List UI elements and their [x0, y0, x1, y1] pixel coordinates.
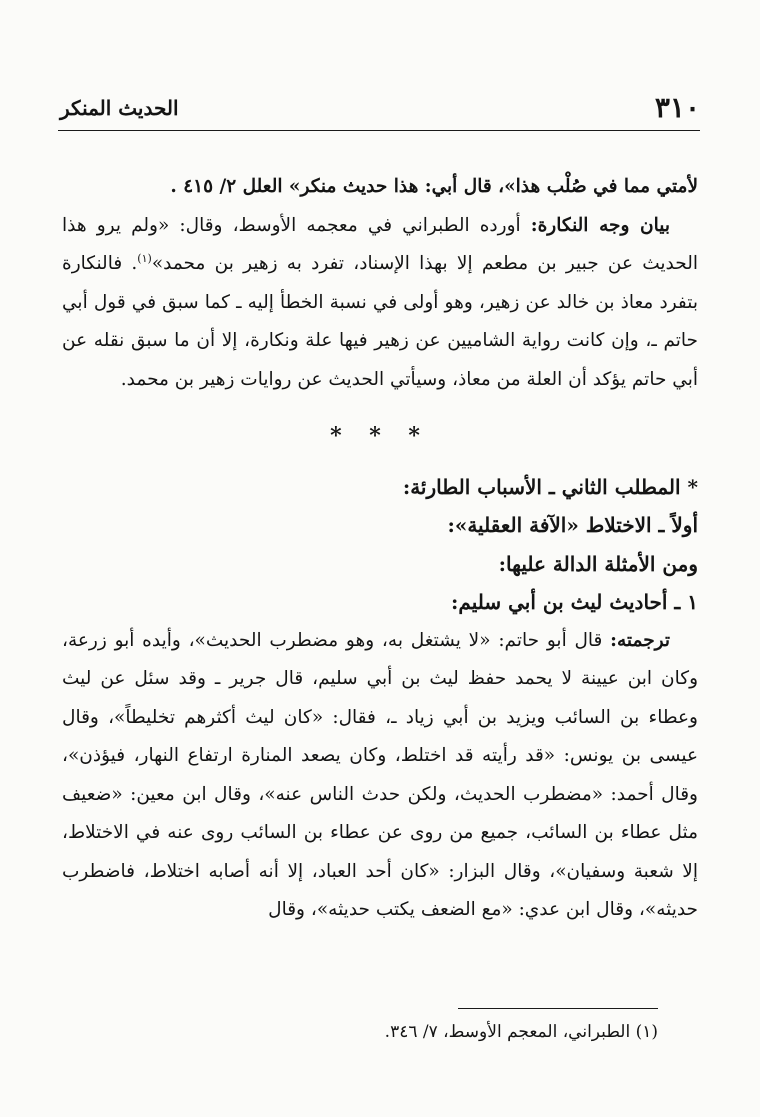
nakara-text-part1: أورده الطبراني في معجمه الأوسط، وقال: «ولم يرو هذا الحديث عن جبير بن مطعم إلا بهذا الإسناد، تفرد به زهير بن محمد»: [62, 214, 698, 274]
footnote: [62, 1016, 658, 1048]
page-body: [62, 168, 698, 930]
footnote-marker: (١): [635, 1022, 658, 1042]
page-number: ٣١٠: [654, 91, 700, 124]
section-separator: * * *: [330, 423, 430, 449]
heading-second-requirement: * المطلب الثاني ـ الأسباب الطارئة:: [402, 474, 698, 499]
heading-examples: ومن الأمثلة الدالة عليها:: [498, 551, 698, 576]
nakara-lead: بيان وجه النكارة:: [530, 214, 671, 236]
footnote-reference: (١): [137, 251, 152, 265]
hadith-continuation-line: لأمتي مما في صُلْب هذا»، قال أبي: هذا حديث منكر» العلل ٢/ ٤١٥ .: [170, 176, 698, 197]
page-header: [60, 88, 700, 128]
nakara-explanation-paragraph: [62, 207, 698, 400]
biography-lead: ترجمته:: [610, 629, 670, 651]
running-title: الحديث المنكر: [60, 96, 179, 120]
footnote-text: الطبراني، المعجم الأوسط، ٧/ ٣٤٦.: [384, 1022, 636, 1042]
biography-paragraph: [62, 622, 698, 930]
nakara-text-part2: . فالنكارة بتفرد معاذ بن خالد عن زهير، وهو أولى في نسبة الخطأ إليه ـ كما سبق في قول أبي حاتم ـ، وإن كانت رواية الشاميين عن زهير فيها علة ونكارة، إلا أن ما سبق نقله عن أبي حاتم يؤكد أن العلة من معاذ، وسيأتي الحديث عن روايات زهير بن محمد.: [62, 253, 698, 390]
heading-layth-hadiths: ١ ـ أحاديث ليث بن أبي سليم:: [451, 590, 698, 614]
heading-ikhtilat: أولاً ـ الاختلاط «الآفة العقلية»:: [447, 513, 698, 537]
biography-text: قال أبو حاتم: «لا يشتغل به، وهو مضطرب الحديث»، وأيده أبو زرعة، وكان ابن عيينة لا يحمد حفظ ليث بن أبي سليم، قال جرير ـ وقد سئل عن ليث وعطاء بن السائب ويزيد بن أبي زياد ـ، فقال: «كان ليث أكثرهم تخليطاً»، وقال عيسى بن يونس: «قد رأيته قد اختلط، وكان يصعد المنارة ارتفاع النهار، فيؤذن»، وقال أحمد: «مضطرب الحديث، ولكن حدث الناس عنه»، وقال ابن معين: «ضعيف مثل عطاء بن السائب، جميع من روى عن عطاء بن السائب روى عنه في الاختلاط، إلا شعبة وسفيان»، وقال البزار: «كان أحد العباد، إلا أنه أصابه اختلاط، فاضطرب حديثه»، وقال ابن عدي: «مع الضعف يكتب حديثه»، وقال: [62, 629, 698, 920]
footnote-rule: [458, 1008, 658, 1009]
header-rule: [58, 130, 700, 131]
